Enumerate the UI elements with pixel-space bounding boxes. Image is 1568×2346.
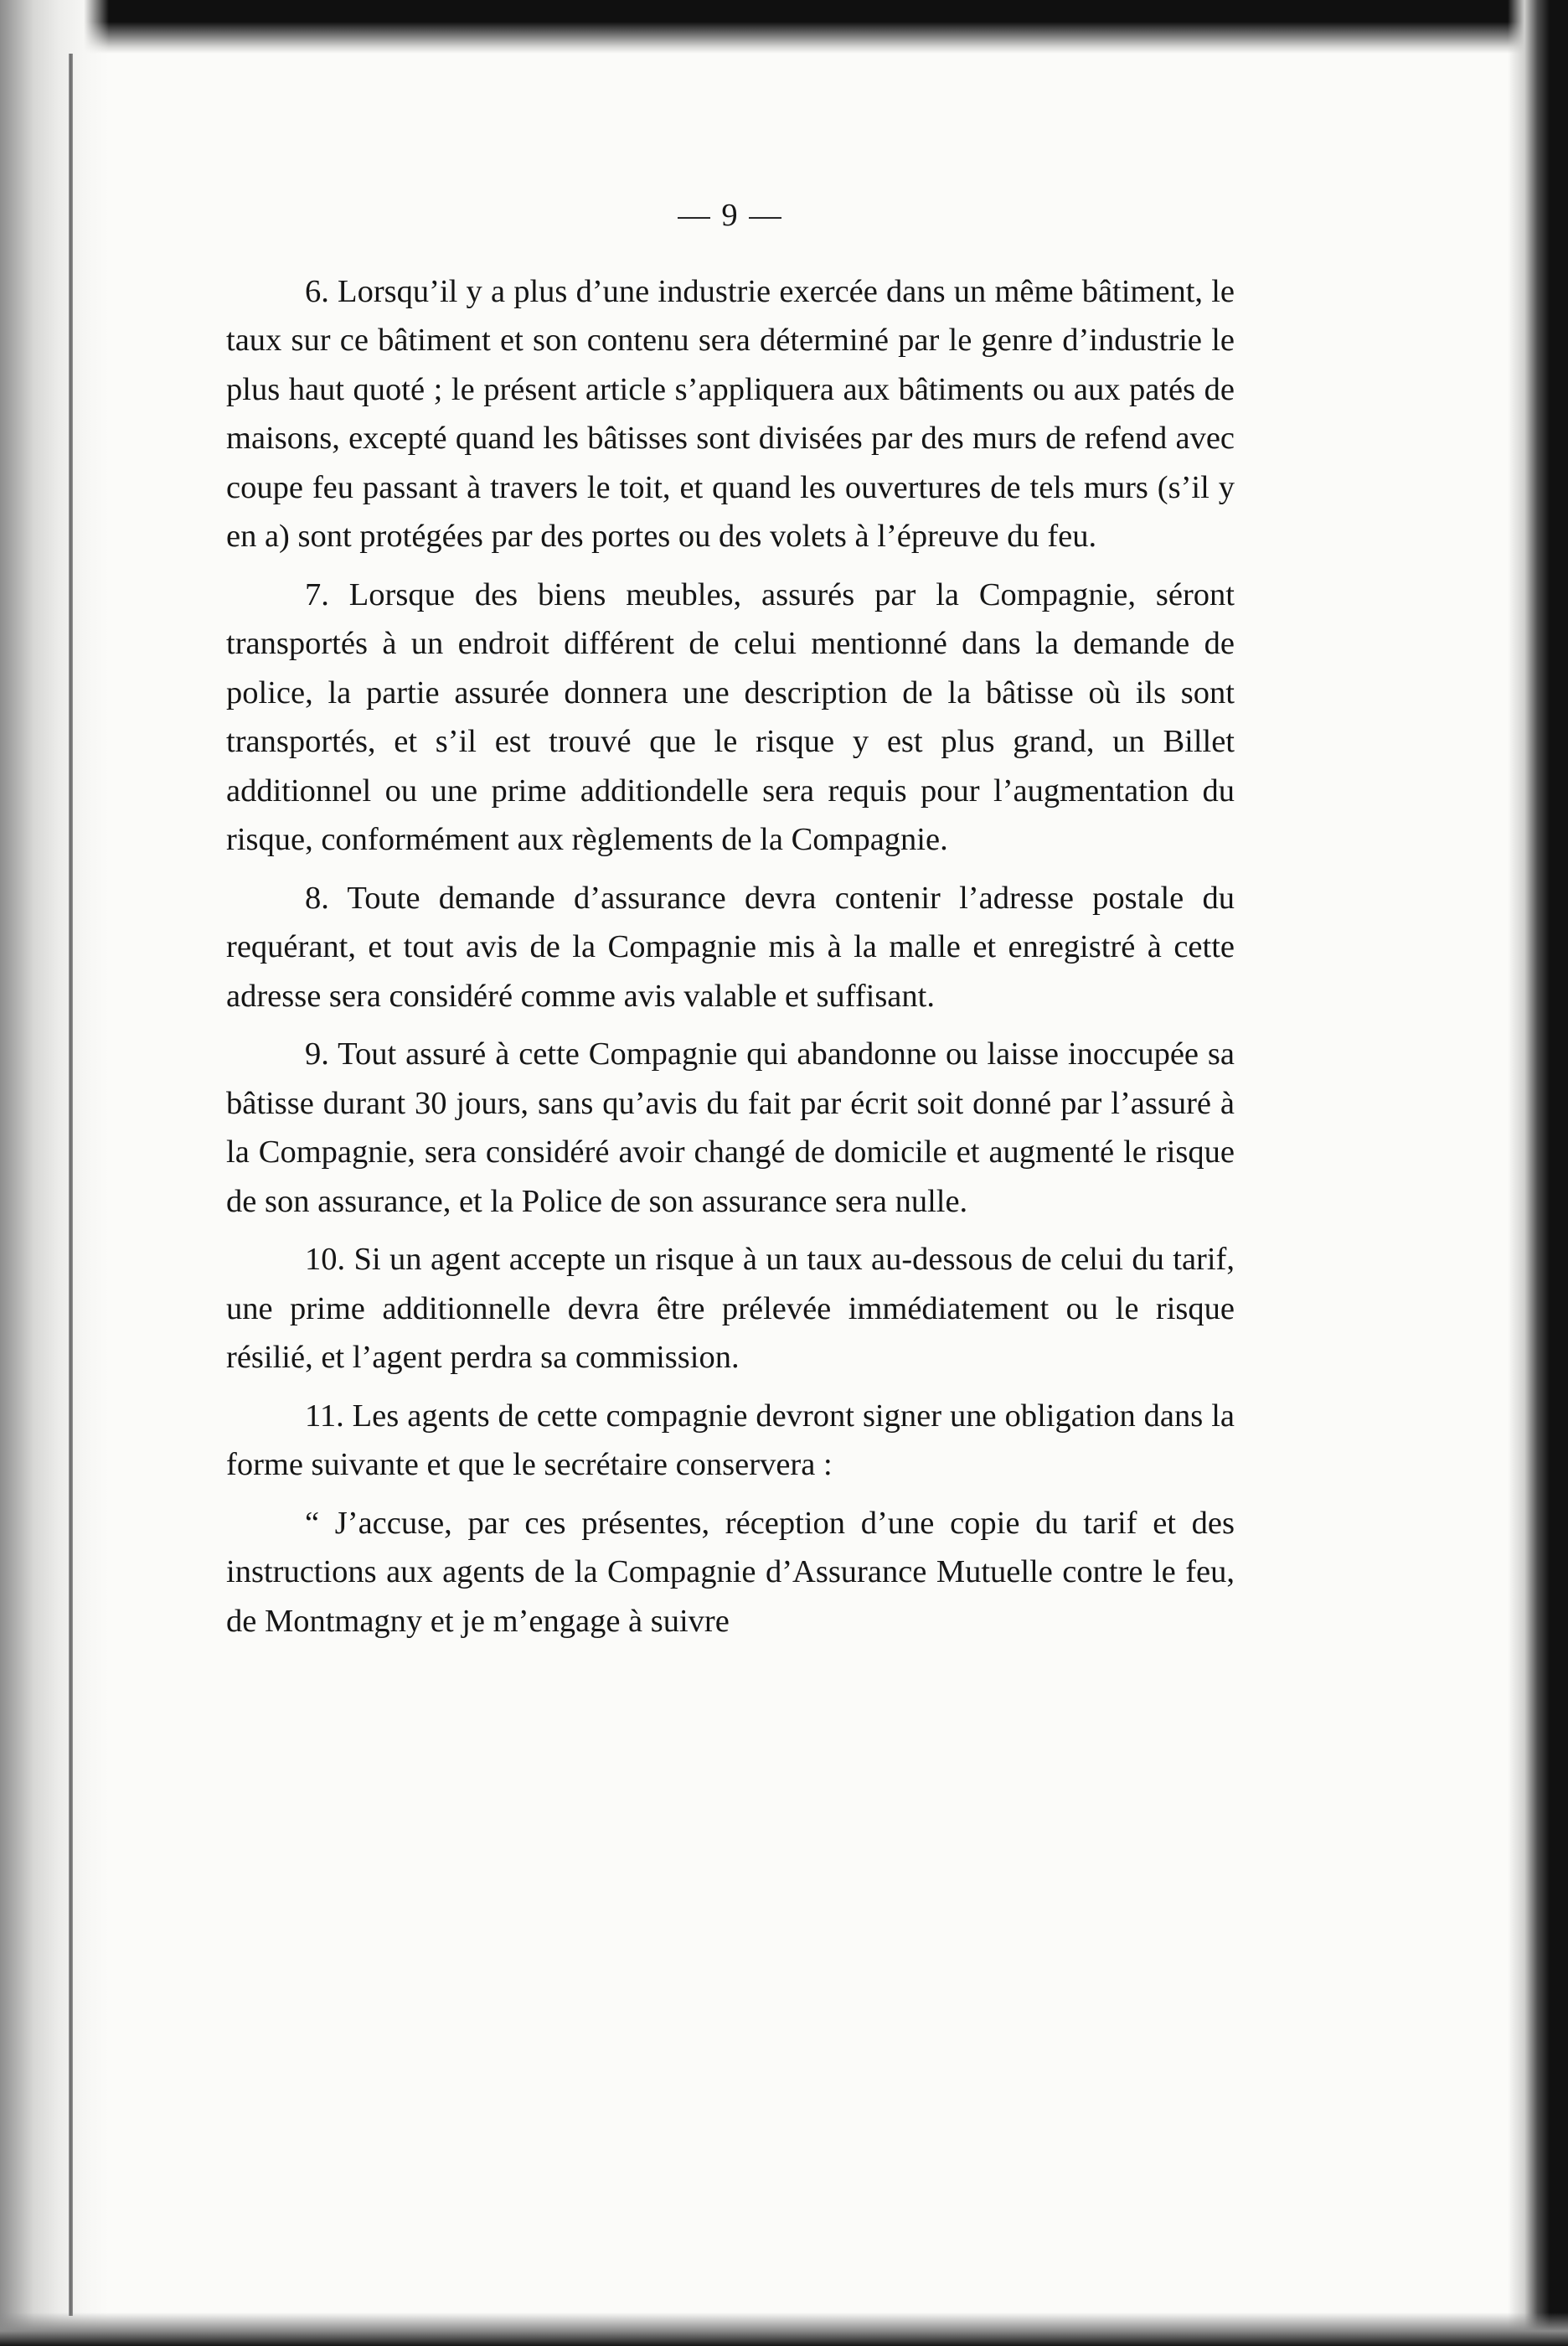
left-binding-shadow xyxy=(0,0,109,2346)
article-9-paragraph: 9. Tout assuré à cette Compagnie qui abandonne ou laisse inoccupée sa bâtisse durant 30 jours, sans qu’avis du fait par écrit soit donné par l’assuré à la Compagnie, sera considéré avoir changé de domicile et augmenté le risque de son assurance, et la Police de son assurance sera nulle. xyxy=(226,1036,1235,1219)
text-column xyxy=(226,191,1235,1655)
bottom-scan-shadow xyxy=(0,2312,1568,2346)
obligation-quote-paragraph: “ J’accuse, par ces présentes, réception d’une copie du tarif et des instructions aux agents de la Compagnie d’Assurance Mutuelle contre le feu, de Montmagny et je m’engage à suivre xyxy=(226,1505,1235,1639)
right-scan-shadow xyxy=(1508,0,1568,2346)
article-8-paragraph: 8. Toute demande d’assurance devra contenir l’adresse postale du requérant, et tout avis de la Compagnie mis à la malle et enregistré à cette adresse sera considéré comme avis valable et suffisant. xyxy=(226,880,1235,1014)
article-11-paragraph: 11. Les agents de cette compagnie devront signer une obligation dans la forme suivante et que le secrétaire conservera : xyxy=(226,1398,1235,1482)
page-number: — 9 — xyxy=(678,198,783,233)
article-10-paragraph: 10. Si un agent accepte un risque à un taux au-dessous de celui du tarif, une prime additionnelle devra être prélevée immédiatement ou le risque résilié, et l’agent perdra sa commission. xyxy=(226,1242,1235,1375)
binding-edge-line xyxy=(69,54,73,2316)
article-7-paragraph: 7. Lorsque des biens meubles, assurés par la Compagnie, séront transportés à un endroit différent de celui mentionné dans la demande de police, la partie assurée donnera une description de la bâtisse où ils sont transportés, et s’il est trouvé que le risque y est plus grand, un Billet additionnel ou une prime additiondelle sera requis pour l’augmentation du risque, conformément aux règlements de la Compagnie. xyxy=(226,576,1235,857)
article-6-paragraph: 6. Lorsqu’il y a plus d’une industrie exercée dans un même bâtiment, le taux sur ce bâtiment et son contenu sera déterminé par le genre d’industrie le plus haut quoté ; le présent article s’appliquera aux bâtiments ou aux patés de maisons, excepté quand les bâtisses sont divisées par des murs de refend avec coupe feu passant à travers le toit, et quand les ouvertures de tels murs (s’il y en a) sont protégées par des portes ou des volets à l’épreuve du feu. xyxy=(226,273,1235,554)
top-scan-shadow xyxy=(0,0,1568,54)
